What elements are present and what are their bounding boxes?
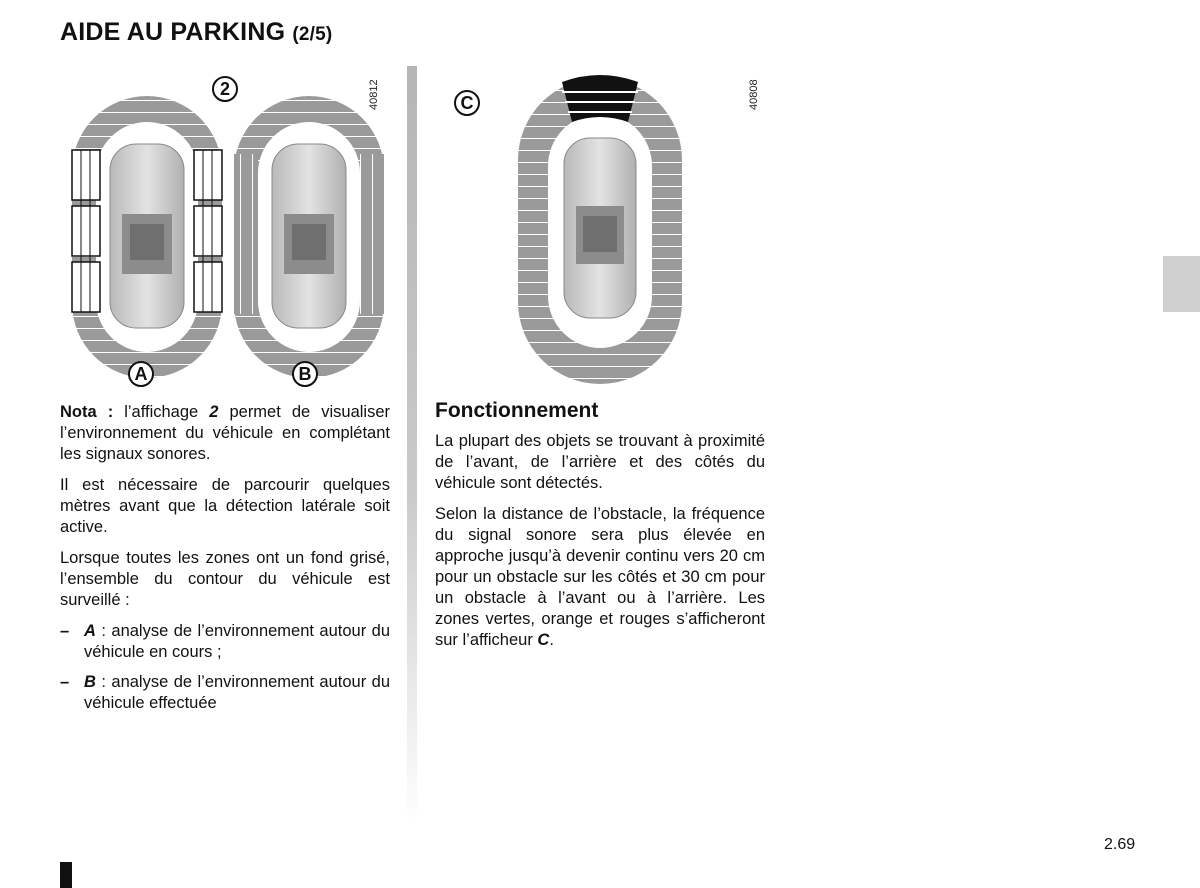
page-title-text: AIDE AU PARKING bbox=[60, 18, 286, 46]
section-heading: Fonctionnement bbox=[435, 399, 599, 422]
column-divider bbox=[407, 66, 417, 826]
nota-post: permet de visualiser l’environnement du véhicule en complétant les signaux sonores. bbox=[60, 403, 390, 463]
list-item-b bbox=[60, 672, 390, 714]
callout-2: 2 bbox=[212, 76, 238, 102]
nota-label: Nota : bbox=[60, 403, 114, 421]
parking-diagram-ab bbox=[60, 64, 400, 394]
paragraph-detection: Il est nécessaire de parcourir quelques mètres avant que la détection latérale soit active. bbox=[60, 476, 390, 536]
figure-code-right: 40808 bbox=[748, 79, 760, 110]
ring-a bbox=[72, 96, 222, 378]
page-title-part: (2/5) bbox=[292, 24, 333, 45]
list-dash: – bbox=[60, 673, 70, 691]
list-ref-a: A bbox=[84, 622, 96, 640]
figure-left bbox=[60, 64, 400, 394]
page-title bbox=[60, 18, 332, 47]
list-text-b: : analyse de l’environnement autour du véhicule effectuée bbox=[84, 673, 390, 712]
paragraph-frequency bbox=[435, 504, 765, 651]
ring-b bbox=[234, 96, 384, 378]
figure-right bbox=[430, 66, 770, 390]
right-column bbox=[435, 400, 765, 661]
page-number: 2.69 bbox=[1104, 836, 1136, 853]
paragraph-detection-zones: La plupart des objets se trouvant à proximité de l’avant, de l’arrière et des côtés du véhicule sont détectés. bbox=[435, 432, 765, 492]
left-column bbox=[60, 402, 390, 723]
list-item-a bbox=[60, 621, 390, 663]
nota-paragraph bbox=[60, 402, 390, 465]
list-text-a: : analyse de l’environnement autour du véhicule en cours ; bbox=[84, 622, 390, 661]
frequency-text: Selon la distance de l’obstacle, la fréquence du signal sonore sera plus élevée en approche jusqu’à devenir continu vers 20 cm pour un obstacle sur les côtés et 30 cm pour un obstacle à l’avant ou à l’arrière. Les zones vertes, orange et rouges s’afficheront sur l’afficheur bbox=[435, 505, 765, 649]
paragraph-zones: Lorsque toutes les zones ont un fond grisé, l’ensemble du contour du véhicule est surveillé : bbox=[60, 549, 390, 609]
bottom-marker bbox=[60, 862, 72, 888]
callout-a: A bbox=[128, 361, 154, 387]
callout-b: B bbox=[292, 361, 318, 387]
callout-c: C bbox=[454, 90, 480, 116]
section-tab bbox=[1163, 256, 1200, 312]
nota-pre: l’affichage bbox=[113, 403, 210, 421]
frequency-ref: C bbox=[537, 631, 550, 649]
list-ref-b: B bbox=[84, 673, 96, 691]
ring-c bbox=[518, 75, 682, 384]
figure-code-left: 40812 bbox=[368, 79, 380, 110]
list-dash: – bbox=[60, 622, 70, 640]
nota-ref: 2 bbox=[209, 403, 219, 421]
frequency-end: . bbox=[549, 631, 554, 649]
parking-diagram-c bbox=[430, 66, 770, 390]
